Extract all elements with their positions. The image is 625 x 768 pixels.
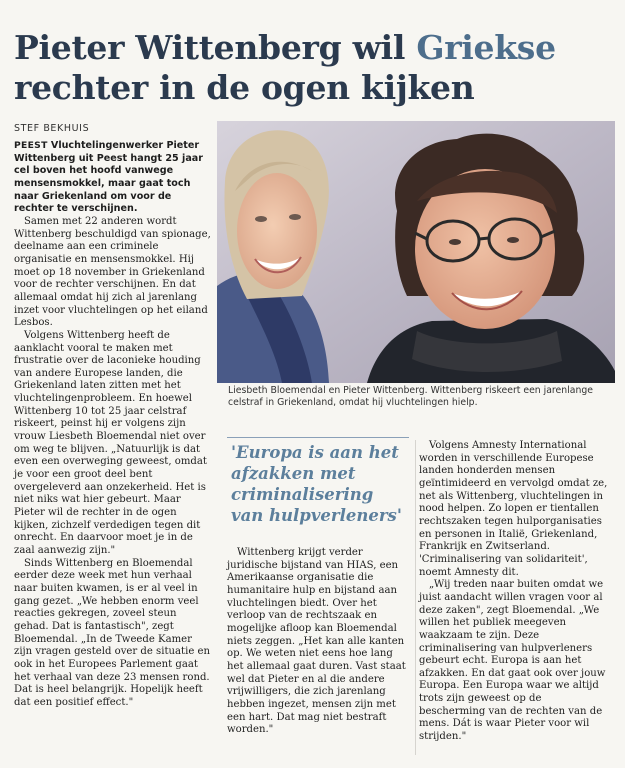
column-left [14, 140, 212, 710]
column-right [419, 440, 610, 744]
pull-quote: 'Europa is aan het afzakken met criminalisering van hulpverleners' [231, 443, 402, 525]
lead-paragraph [14, 140, 212, 216]
headline-part-1: Pieter Wittenberg wil [14, 28, 417, 67]
dateline: PEEST [14, 140, 48, 151]
headline-part-2: rechter in de ogen kijken [14, 68, 475, 107]
intro-text: Vluchtelingenwerker Pieter Wittenberg uit Peest hangt 25 jaar cel boven het hoofd vanwege mensensmokkel, maar gaat toch naar Griekenland om voor de rechter te verschijnen. [14, 140, 204, 215]
byline: STEF BEKHUIS [14, 123, 90, 134]
pull-quote-rule [227, 437, 409, 438]
body-paragraph: Volgens Amnesty International worden in verschillende Europese landen honderden mensen geïntimideerd en vervolgd omdat ze, net als Wittenberg, vluchtelingen in nood helpen. Zo lopen er tientallen rechtszaken tegen hulporganisaties en personen in Italië, Griekenland, Frankrijk en Zwitserland. 'Criminalisering van solidariteit', noemt Amnesty dit. [419, 440, 608, 578]
body-paragraph: Samen met 22 anderen wordt Wittenberg beschuldigd van spionage, deelname aan een criminele organisatie en mensensmokkel. Hij moet op 18 november in Griekenland voor de rechter verschijnen. En dat allemaal omdat hij zich al jarenlang inzet voor vluchtelingen op het eiland Lesbos. [14, 215, 211, 329]
column-middle [227, 547, 410, 737]
column-divider [415, 440, 416, 755]
headline-highlight: Griekse [416, 28, 556, 67]
photo-caption: Liesbeth Bloemendal en Pieter Wittenberg. Wittenberg riskeert een jarenlange celstraf in Griekenland, omdat hij vluchtelingen hielp. [228, 385, 593, 408]
photo-illustration [217, 121, 615, 383]
body-paragraph: Volgens Wittenberg heeft de aanklacht vooral te maken met frustratie over de laconieke houding van andere Europese landen, die Griekenland laten zitten met het vluchtelingenprobleem. En hoewel Wittenberg 10 tot 25 jaar celstraf riskeert, peinst hij er volgens zijn vrouw Liesbeth Bloemendal niet over om weg te blijven. „Natuurlijk is dat even een overweging geweest, omdat je voor een groot deel bent overgeleverd aan onzekerheid. Het is niet niks wat hier gebeurt. Maar Pieter wil de rechter in de ogen kijken, zichzelf verdedigen tegen dit onrecht. En daarvoor moet je in de zaal aanwezig zijn." [14, 329, 207, 556]
body-paragraph: Wittenberg krijgt verder juridische bijstand van HIAS, een Amerikaanse organisatie die humanitaire hulp en bijstand aan vluchtelingen biedt. Over het verloop van de rechtszaak en mogelijke afloop kan Bloemendal niets zeggen. „Het kan alle kanten op. We weten niet eens hoe lang het allemaal gaat duren. Vast staat wel dat Pieter en al die andere vrijwilligers, die zich jarenlang hebben ingezet, mensen zijn met een hart. Dat mag niet bestraft worden." [227, 547, 406, 736]
article-photo [217, 121, 615, 383]
article-headline [14, 28, 614, 108]
body-paragraph: Sinds Wittenberg en Bloemendal eerder deze week met hun verhaal naar buiten kwamen, is er al veel in gang gezet. „We hebben enorm veel reacties gekregen, zoveel steun gehad. Dat is fantastisch", zegt Bloemendal. „In de Tweede Kamer zijn vragen gesteld over de situatie en ook in het Europees Parlement gaat het verhaal van deze 23 mensen rond. Dat is heel belangrijk. Hopelijk heeft dat een positief effect." [14, 557, 210, 708]
body-paragraph: „Wij treden naar buiten omdat we juist aandacht willen vragen voor al deze zaken", zegt Bloemendal. „We willen het publiek meegeven waakzaam te zijn. Deze criminalisering van hulpverleners gebeurt echt. Europa is aan het afzakken. En dat gaat ook over jouw Europa. Een Europa waar we altijd trots zijn geweest op de bescherming van de rechten van de mens. Dát is waar Pieter voor wil strijden." [419, 579, 606, 743]
